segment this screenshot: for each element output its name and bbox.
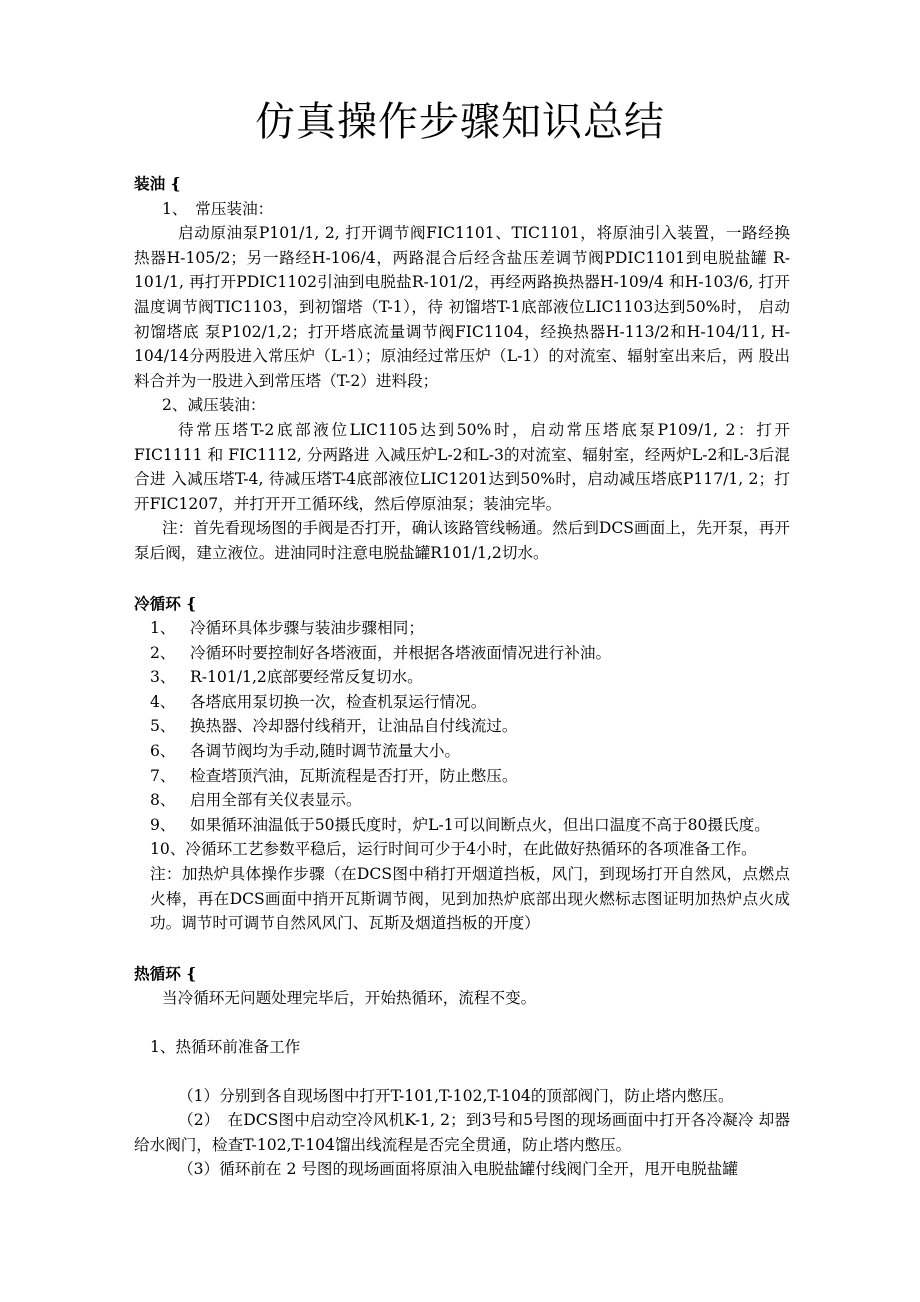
paragraph-atmospheric-loading: 启动原油泵P101/1, 2, 打开调节阀FIC1101、TIC1101，将原油引入装置，一路经换 热器H-105/2；另一路经H-106/4，两路混合后经含盐压差调节阀PDIC1101到电脱盐罐 R-101/1, 再打开PDIC1102引油到电脱盐R-101/2，再经两路换热器H-109/4 和H-103/6, 打开温度调节阀TIC1103，到初馏塔（T-1），待 初馏塔T-1底部液位LIC1103达到50%时， 启动初馏塔底 泵P102/1,2；打开塔底流量调节阀FIC1104，经换热器H-113/2和H-104/11, H-104/14分两股进入常压炉（L-1）；原油经过常压炉（L-1）的对流室、辐射室出来后，两 股出料合并为一股进入到常压塔（T-2）进料段； xyxy=(134,224,790,390)
paragraph-hot-intro: 当冷循环无问题处理完毕后，开始热循环，流程不变。 xyxy=(162,989,537,1008)
subheading-atmospheric-loading: 1、 常压装油： xyxy=(162,199,274,218)
paragraph-prep-step-1: （1）分别到各自现场图中打开T-101,T-102,T-104的顶部阀门，防止塔内憋压。 xyxy=(178,1086,734,1105)
page-title: 仿真操作步骤知识总结 xyxy=(255,99,665,145)
cold-circulation-list xyxy=(134,616,790,862)
list-item: 4、 各塔底用泵切换一次，检查机泵运行情况。 xyxy=(150,692,487,711)
note-furnace-operation: 注：加热炉具体操作步骤（在DCS图中稍打开烟道挡板，风门，到现场打开自然风，点燃点火棒，再在DCS画面中捎开瓦斯调节阀，见到加热炉底部出现火燃标志图证明加热炉点火成功。调节时可调节自然风风门、瓦斯及烟道挡板的开度） xyxy=(150,865,790,933)
document-body xyxy=(134,172,790,1182)
subheading-vacuum-loading: 2、减压装油： xyxy=(162,396,266,415)
list-item: 9、 如果循环油温低于50摄氏度时，炉L-1可以间断点火，但出口温度不高于80摄氏度。 xyxy=(150,815,770,834)
list-item: 6、 各调节阀均为手动,随时调节流量大小。 xyxy=(150,742,461,761)
list-item: 1、 冷循环具体步骤与装油步骤相同； xyxy=(150,619,424,638)
list-item: 5、 换热器、冷却器付线稍开，让油品自付线流过。 xyxy=(150,717,518,736)
section-heading-loading-oil: 装油 { xyxy=(134,174,181,193)
note-loading-oil: 注：首先看现场图的手阀是否打开，确认该路管线畅通。然后到DCS画面上，先开泵，再开泵后阀，建立液位。进油同时注意电脱盐罐R101/1,2切水。 xyxy=(134,519,790,562)
paragraph-prep-step-2: （2） 在DCS图中启动空冷风机K-1, 2；到3号和5号图的现场画面中打开各冷凝冷 却器给水阀门，检查T-102,T-104馏出线流程是否完全贯通，防止塔内憋压。 xyxy=(134,1111,790,1154)
subheading-hot-preparation: 1、热循环前准备工作 xyxy=(150,1038,301,1056)
list-item: 8、 启用全部有关仪表显示。 xyxy=(150,791,362,810)
paragraph-prep-step-3: （3）循环前在 2 号图的现场画面将原油入电脱盐罐付线阀门全开，甩开电脱盐罐 xyxy=(178,1160,738,1179)
list-item: 7、 检查塔顶汽油，瓦斯流程是否打开，防止憋压。 xyxy=(150,766,518,785)
section-heading-cold-circulation: 冷循环 { xyxy=(134,593,197,613)
paragraph-vacuum-loading: 待常压塔T-2底部液位LIC1105达到50%时，启动常压塔底泵P109/1, 2：打开FIC1111 和 FIC1112, 分两路进 入减压炉L-2和L-3的对流室、辐射室，经两炉L-2和L-3后混合进 入减压塔T-4, 待减压塔T-4底部液位LIC1201达到50%时，启动减压塔底P117/1, 2；打 开FIC1207，并打开开工循环线，然后停原油泵；装油完毕。 xyxy=(134,420,790,513)
list-item: 3、 R-101/1,2底部要经常反复切水。 xyxy=(150,668,423,687)
list-item: 10、冷循环工艺参数平稳后，运行时间可少于4小时，在此做好热循环的各项准备工作。 xyxy=(150,840,757,859)
list-item: 2、 冷循环时要控制好各塔液面，并根据各塔液面情况进行补油。 xyxy=(150,643,612,662)
section-heading-hot-circulation: 热循环 { xyxy=(134,963,197,983)
